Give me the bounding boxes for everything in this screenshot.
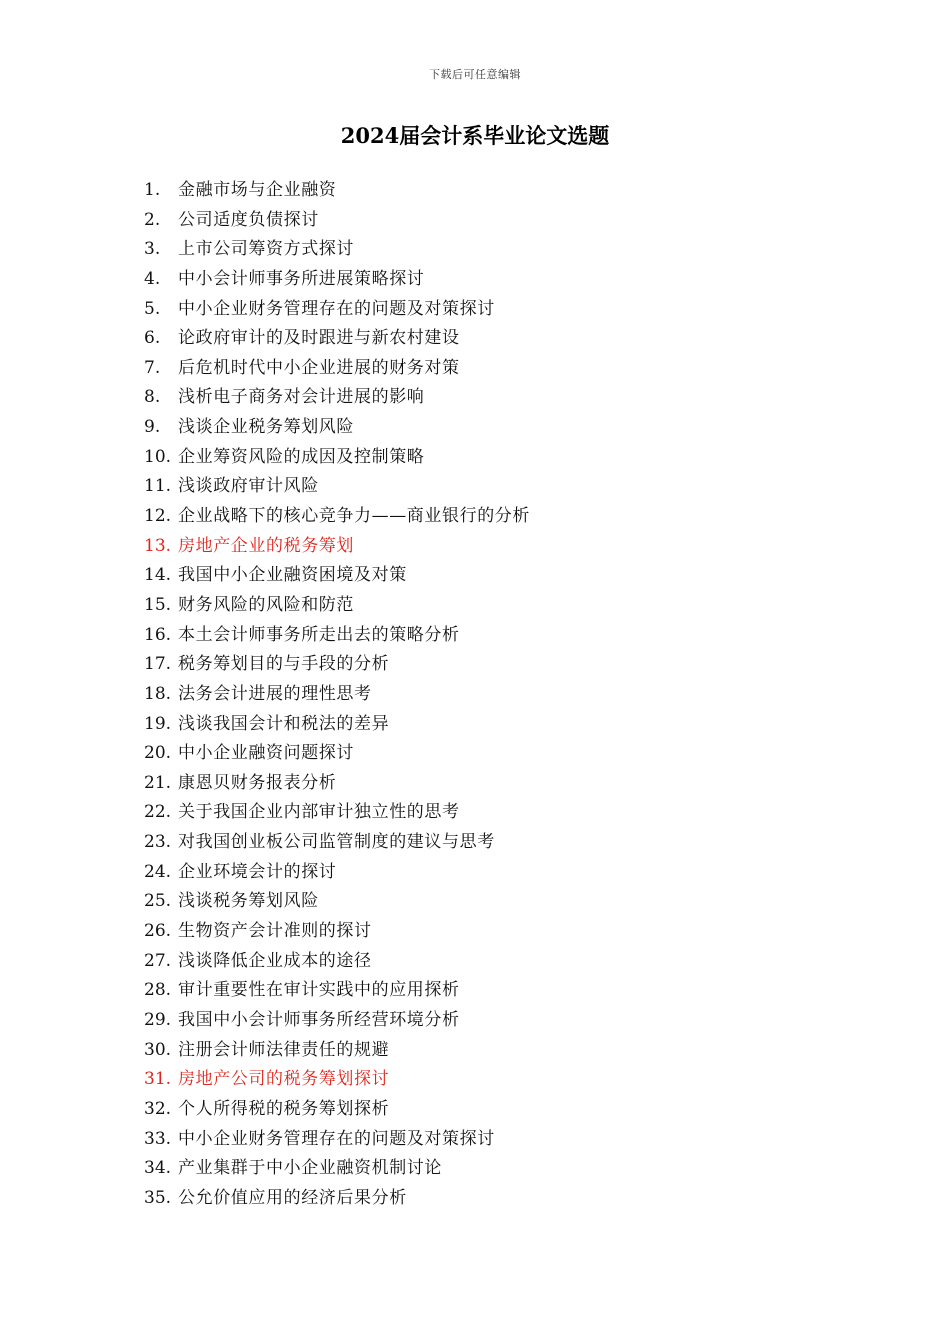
topic-item	[144, 1065, 844, 1095]
topic-number: 1.	[144, 180, 161, 200]
topic-number: 22.	[144, 802, 172, 823]
topic-title: 注册会计师法律责任的规避	[178, 1039, 390, 1060]
topic-title: 中小企业财务管理存在的问题及对策探讨	[178, 1128, 495, 1149]
topic-title: 后危机时代中小企业进展的财务对策	[178, 357, 460, 378]
topic-title: 上市公司筹资方式探讨	[178, 239, 354, 260]
document-title: 2024届会计系毕业论文选题	[340, 123, 610, 148]
topic-title: 房地产企业的税务筹划	[178, 535, 354, 556]
topic-item	[144, 532, 844, 562]
topic-item	[144, 1095, 844, 1125]
topic-title: 公司适度负债探讨	[178, 209, 319, 230]
topic-number: 23.	[144, 832, 172, 853]
topic-number: 26.	[144, 921, 172, 942]
topic-number: 11.	[144, 476, 172, 497]
topic-number: 28.	[144, 980, 172, 1001]
topic-title: 企业筹资风险的成因及控制策略	[178, 446, 425, 467]
topic-item	[144, 443, 844, 473]
topic-item	[144, 917, 844, 947]
topic-title: 财务风险的风险和防范	[178, 594, 354, 615]
topic-number: 24.	[144, 861, 172, 882]
topic-title: 论政府审计的及时跟进与新农村建设	[178, 328, 460, 349]
topic-item	[144, 561, 844, 591]
topic-item	[144, 947, 844, 977]
topic-title: 浅谈我国会计和税法的差异	[178, 713, 390, 734]
topic-title: 关于我国企业内部审计独立性的思考	[178, 802, 460, 823]
topic-item	[144, 739, 844, 769]
topic-number: 16.	[144, 624, 172, 645]
topic-number: 4.	[144, 268, 161, 289]
topic-title: 房地产公司的税务筹划探讨	[178, 1069, 390, 1090]
topic-number: 33.	[144, 1128, 172, 1149]
topic-item	[144, 235, 844, 265]
topic-number: 14.	[144, 565, 172, 586]
topic-item	[144, 828, 844, 858]
topic-item	[144, 413, 844, 443]
topic-title: 审计重要性在审计实践中的应用探析	[178, 980, 460, 1001]
topic-title: 中小企业财务管理存在的问题及对策探讨	[178, 298, 495, 319]
topic-number: 12.	[144, 506, 172, 527]
topic-title: 公允价值应用的经济后果分析	[178, 1187, 407, 1208]
topic-number: 5.	[144, 298, 161, 319]
topic-number: 15.	[144, 594, 172, 615]
topic-title: 对我国创业板公司监管制度的建议与思考	[178, 832, 495, 853]
topic-title: 中小会计师事务所进展策略探讨	[178, 268, 425, 289]
topic-number: 17.	[144, 654, 172, 675]
topic-number: 29.	[144, 1009, 172, 1030]
topic-item	[144, 769, 844, 799]
topic-number: 18.	[144, 683, 172, 704]
topic-item	[144, 976, 844, 1006]
topic-item	[144, 1184, 844, 1214]
topic-item	[144, 324, 844, 354]
topic-item	[144, 206, 844, 236]
topic-item	[144, 887, 844, 917]
topic-title: 法务会计进展的理性思考	[178, 683, 372, 704]
topic-number: 31.	[144, 1069, 172, 1090]
topic-number: 9.	[144, 417, 161, 438]
topic-item	[144, 383, 844, 413]
header-note: 下载后可任意编辑	[429, 68, 521, 81]
topic-number: 21.	[144, 772, 172, 793]
topic-item	[144, 354, 844, 384]
topic-list	[144, 176, 844, 1213]
topic-item	[144, 1006, 844, 1036]
topic-title: 浅谈企业税务筹划风险	[178, 417, 354, 438]
topic-number: 8.	[144, 387, 161, 408]
topic-item	[144, 176, 844, 206]
topic-title: 浅谈降低企业成本的途径	[178, 950, 372, 971]
topic-number: 32.	[144, 1098, 172, 1119]
topic-number: 13.	[144, 535, 172, 556]
topic-title: 我国中小企业融资困境及对策	[178, 565, 407, 586]
topic-item	[144, 680, 844, 710]
topic-title: 浅谈税务筹划风险	[178, 891, 319, 912]
topic-title: 企业环境会计的探讨	[178, 861, 337, 882]
topic-item	[144, 1125, 844, 1155]
topic-item	[144, 472, 844, 502]
topic-title: 税务筹划目的与手段的分析	[178, 654, 390, 675]
topic-item	[144, 265, 844, 295]
topic-title: 企业战略下的核心竞争力——商业银行的分析	[178, 506, 530, 527]
topic-item	[144, 295, 844, 325]
topic-item	[144, 1036, 844, 1066]
topic-item	[144, 621, 844, 651]
topic-title: 产业集群于中小企业融资机制讨论	[178, 1158, 442, 1179]
topic-title: 浅析电子商务对会计进展的影响	[178, 387, 425, 408]
topic-item	[144, 858, 844, 888]
topic-item	[144, 591, 844, 621]
topic-item	[144, 650, 844, 680]
topic-title: 我国中小会计师事务所经营环境分析	[178, 1009, 460, 1030]
topic-number: 30.	[144, 1039, 172, 1060]
topic-number: 3.	[144, 239, 161, 260]
topic-number: 6.	[144, 328, 161, 349]
topic-number: 19.	[144, 713, 172, 734]
topic-title: 本土会计师事务所走出去的策略分析	[178, 624, 460, 645]
topic-title: 中小企业融资问题探讨	[178, 743, 354, 764]
topic-title: 康恩贝财务报表分析	[178, 772, 337, 793]
topic-number: 2.	[144, 209, 161, 230]
topic-item	[144, 798, 844, 828]
topic-item	[144, 1154, 844, 1184]
topic-title: 浅谈政府审计风险	[178, 476, 319, 497]
topic-number: 7.	[144, 357, 161, 378]
topic-item	[144, 502, 844, 532]
topic-title: 生物资产会计准则的探讨	[178, 921, 372, 942]
topic-number: 27.	[144, 950, 172, 971]
topic-number: 25.	[144, 891, 172, 912]
topic-item	[144, 710, 844, 740]
topic-number: 10.	[144, 446, 172, 467]
topic-number: 35.	[144, 1187, 172, 1208]
topic-title: 个人所得税的税务筹划探析	[178, 1098, 390, 1119]
topic-number: 20.	[144, 743, 172, 764]
topic-number: 34.	[144, 1158, 172, 1179]
topic-title: 金融市场与企业融资	[178, 180, 337, 200]
